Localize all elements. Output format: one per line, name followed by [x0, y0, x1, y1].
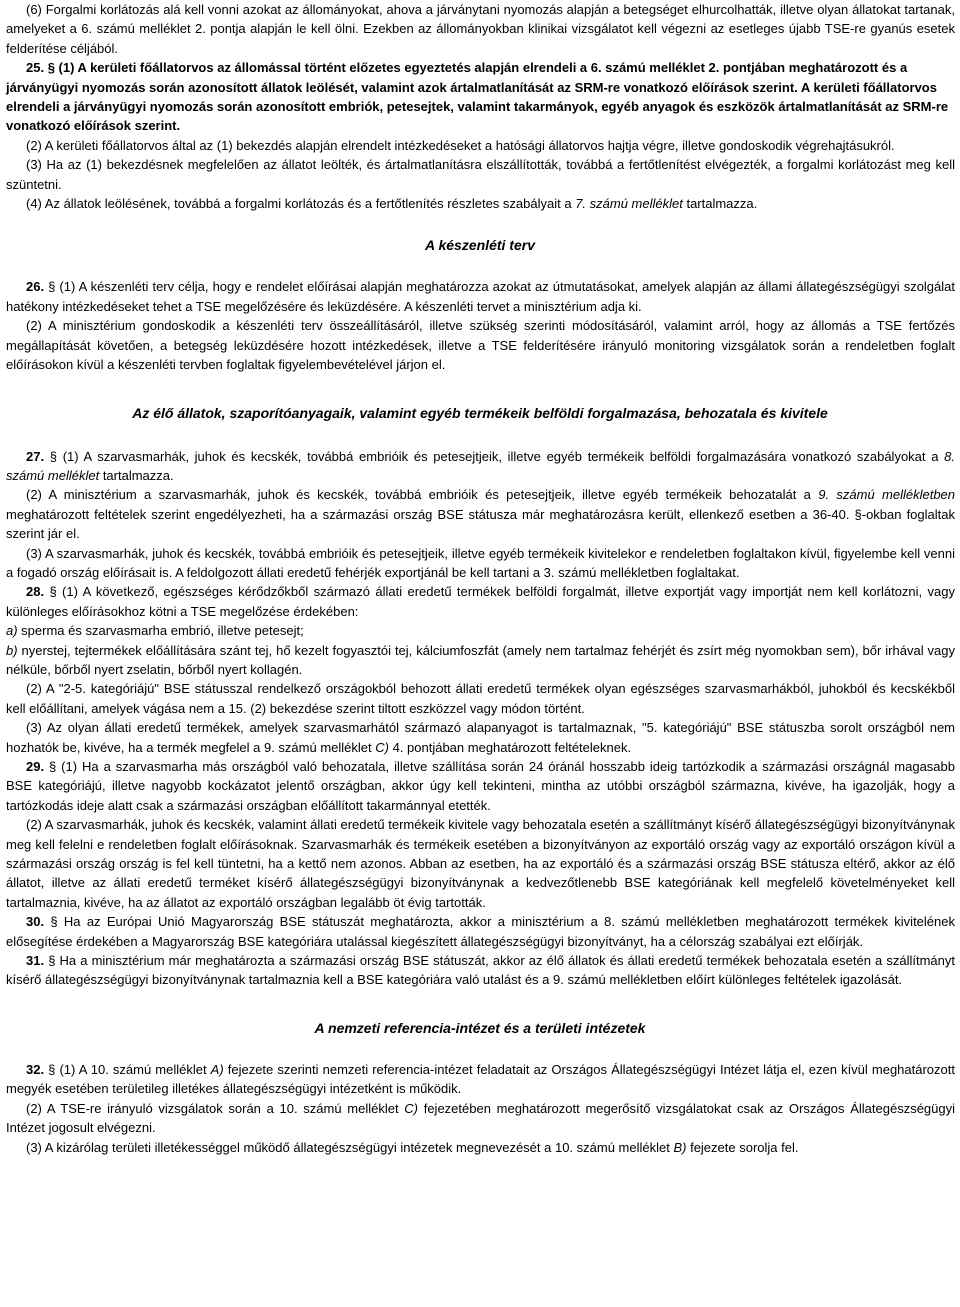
paragraph-text: (2) A TSE-re irányuló vizsgálatok során a 10. számú melléklet: [26, 1100, 405, 1116]
section-heading-contingency-plan: A készenléti terv: [425, 237, 535, 254]
paragraph-28-2: [5, 679, 955, 718]
paragraph-text: § Ha a minisztérium már meghatározta a származási ország BSE státuszát, akkor az élő állatok és állati eredetű termékek behozatala esetén a szállítmányt kísérő állategészségügyi bizonyítványnak tartalmaznia kell a BSE kategóriára való utalást és a 9. számú mellékletben előírt különleges feltételek igazolását.: [6, 953, 955, 988]
paragraph-text: § (1) A szarvasmarhák, juhok és kecskék, továbbá embrióik és petesejtjeik, illetve egyéb termékeik belföldi forgalmazására vonatkozó szabályokat a: [49, 448, 945, 464]
section-number: 28.: [26, 584, 50, 600]
section-heading-reference-institute: A nemzeti referencia-intézet és a területi intézetek: [314, 1019, 646, 1036]
paragraph-text: § (1) A 10. számú melléklet: [48, 1061, 211, 1077]
section-number: 27.: [26, 448, 50, 464]
paragraph-28-1: [5, 582, 955, 621]
paragraph-text: § (1) A kerületi főállatorvos az állomással történt előzetes egyeztetés alapján elrendeli a 6. számú melléklet 2. pontjában meghatározott és a járványügyi nyomozás során azonosított állatok leölését, valamint azok ártalmatlanítását az SRM-re vonatkozó előírások szerint. A kerületi főállatorvos elrendeli a járványügyi nyomozás során azonosított embriók, petesejtek, valamint takarmányok, egyéb anyagok és eszközök ártalmatlanítását az SRM-re vonatkozó előírások szerint.: [6, 60, 949, 134]
section-heading-trade: Az élő állatok, szaporítóanyagaik, valamint egyéb termékeik belföldi forgalmazása, behozatala és kivitele: [132, 404, 828, 421]
paragraph-30: [5, 912, 955, 951]
paragraph-27-1: [5, 447, 955, 486]
section-number: 30.: [26, 914, 51, 930]
paragraph-text: (3) A kizárólag területi illetékességgel működő állategészségügyi intézetek megnevezését a 10. számú melléklet: [26, 1139, 674, 1155]
paragraph-text: § (1) Ha a szarvasmarha más országból való behozatala, illetve szállítása során 24 óránál hosszabb ideig tartózkodik a származási országnál magasabb BSE kategóriájú, illetve nagyobb kockázatot jelentő országban, akkor úgy kell tekinteni, mintha az utóbbi országból származna, kivéve, ha igazolják, hogy a tartózkodás ideje alatt csak a származási országban előállított takarmánnyal etették.: [6, 759, 955, 813]
paragraph-29-1: [5, 757, 955, 815]
paragraph-text: (2) A kerületi főállatorvos által az (1) bekezdés alapján elrendelt intézkedéseket a hatósági állatorvos hajtja végre, illetve gondoskodik végrehajtásukról.: [26, 137, 895, 153]
paragraph-text: § (1) A készenléti terv célja, hogy e rendelet előírásai alapján meghatározza azokat az útmutatásokat, amelyek alapján az állami állategészségügyi szolgálat hatékony intézkedéseket tehet a TSE megelőzésére és leküzdésére. A készenléti tervet a minisztérium adja ki.: [6, 279, 956, 314]
paragraph-text: (2) A "2-5. kategóriájú" BSE státusszal rendelkező országokból behozott állati eredetű termékek olyan egészséges szarvasmarhákból, juhokból és kecskékből kell előállítani, amelyek vágása nem a 15. (2) bekezdése szerint tiltott eszközzel vagy módon történt.: [6, 681, 955, 716]
paragraph-text: (4) Az állatok leölésének, továbbá a forgalmi korlátozás és a fertőtlenítés részletes szabályait a: [26, 196, 576, 212]
paragraph-25-3: [5, 155, 955, 194]
annex-reference: 7. számú melléklet: [575, 196, 683, 212]
section-number: 32.: [26, 1061, 49, 1077]
paragraph-27-2: [5, 485, 955, 543]
paragraph-32-3: [5, 1138, 955, 1157]
paragraph-26-2: [5, 316, 955, 374]
paragraph-text: § (1) A következő, egészséges kérődzőkből származó állati eredetű termékek belföldi forgalmát, illetve exportját vagy importját nem kell korlátozni, vagy különleges előírásokhoz kötni a TSE megelőzése érdekében:: [6, 584, 955, 619]
paragraph-32-1: [5, 1060, 955, 1099]
annex-reference: A): [210, 1061, 224, 1077]
paragraph-text-tail: meghatározott feltételek szerint engedélyezheti, ha a származási ország BSE státusza már meghatározásra került, ellenkező esetben a 36-40. §-okban foglaltak szerint jár el.: [6, 506, 955, 542]
paragraph-text: (2) A minisztérium a szarvasmarhák, juhok és kecskék, továbbá embrióik és petesejtjeik, illetve egyéb termékeik behozatalát a: [26, 487, 819, 503]
section-number: 26.: [26, 279, 49, 295]
paragraph-text: (2) A minisztérium gondoskodik a készenléti terv összeállításáról, illetve szükség szerinti módosításáról, valamint arról, hogy az állomás a TSE fertőzés megállapítását követően, a betegség leküzdésére hozott intézkedések, illetve a TSE felderítésére irányuló monitoring vizsgálatok során a rendeletben foglalt előírásokon kívül a készenléti tervben foglaltak figyelembevételével járjon el.: [6, 318, 955, 373]
paragraph-text: sperma és szarvasmarha embrió, illetve petesejt;: [17, 623, 304, 639]
paragraph-text-tail: tartalmazza.: [99, 467, 174, 483]
paragraph-text-tail: fejezete sorolja fel.: [686, 1139, 799, 1155]
paragraph-28-3: [5, 718, 955, 757]
section-number: 31.: [26, 953, 49, 969]
annex-reference: C): [375, 739, 389, 755]
paragraph-26-1: [5, 277, 955, 316]
paragraph-text-tail: fejezete szerinti nemzeti referencia-intézet feladatait az Országos Állategészségügyi Intézet látja el, ezen kívül meghatározott megyék esetében területileg illetékes állategészségügyi intézetként is működik.: [6, 1061, 955, 1097]
paragraph-text-tail: 4. pontjában meghatározott feltételeknek.: [388, 739, 632, 755]
paragraph-32-2: [5, 1099, 955, 1138]
list-marker: b): [6, 642, 18, 658]
paragraph-25-2: [5, 136, 955, 155]
paragraph-text: (3) A szarvasmarhák, juhok és kecskék, továbbá embrióik és petesejtjeik, illetve egyéb termékeik kivitelekor e rendeletben foglaltakon kívül, figyelembe kell venni a fogadó ország előírásait is. A feldolgozott állati eredetű fehérjék exportjánál be kell tartani a 3. számú mellékletben foglaltakat.: [6, 545, 955, 580]
section-number: 25.: [26, 60, 48, 76]
paragraph-text: (6) Forgalmi korlátozás alá kell vonni azokat az állományokat, ahova a járványtani nyomozás alapján a betegséget elhurcolhatták, illetve olyan állatokat tartanak, amelyeket a 6. számú melléklet 2. pontja alapján le kell ölni. Ezekben az állományokban klinikai vizsgálatot kell végezni az esetleges újabb TSE-re gyanús esetek felderítése céljából.: [6, 2, 955, 56]
paragraph-25-4: [5, 194, 955, 213]
list-marker: a): [6, 623, 18, 639]
list-item-a: [5, 621, 955, 640]
section-number: 29.: [26, 759, 50, 774]
paragraph-text-tail: fejezetében meghatározott megerősítő vizsgálatokat csak az Országos Állategészségügyi Intézet jogosult elvégezni.: [6, 1100, 955, 1136]
annex-reference: 8. számú melléklet: [6, 448, 955, 483]
paragraph-31: [5, 951, 955, 990]
paragraph-text: nyerstej, tejtermékek előállítására szánt tej, hő kezelt fogyasztói tej, kálciumfoszfát (amely nem tartalmaz fehérjét és zsírt még nyomokban sem), bőr irhával vagy nélküle, bőrből nyert zselatin, bőrből nyert kollagén.: [6, 642, 955, 677]
paragraph-text: (2) A szarvasmarhák, juhok és kecskék, valamint állati eredetű termékeik kivitele vagy behozatala esetén a szállítmányt kísérő állategészségügyi bizonyítványnak meg kell felelni e rendeletben foglalt előírásoknak. Szarvasmarhák és termékeik esetében a bizonyítványon az exportáló ország vagy az exportáló országon kívül a származási ország ország is fel kell tüntetni, ha a kettő nem azonos. Abban az esetben, ha az exportáló és a származási ország BSE státusza eltérő, akkor az élő állatot, illetve az állati eredetű terméket kísérő állategészségügyi bizonyítványnak a kedvezőtlenebb BSE kategóriának kell megfelelő követelményeket kell tartalmaznia, kivéve, ha az állatot az exportáló országban legalább öt évig tartották.: [6, 817, 955, 910]
paragraph-text: (3) Ha az (1) bekezdésnek megfelelően az állatot leölték, és ártalmatlanításra elszállították, továbbá a fertőtlenítést elvégezték, a forgalmi korlátozást meg kell szüntetni.: [6, 157, 955, 192]
annex-reference: 9. számú mellékletben: [818, 487, 956, 503]
list-item-b: [5, 641, 955, 680]
paragraph-text: § Ha az Európai Unió Magyarország BSE státuszát meghatározta, akkor a minisztérium a 8. számú mellékletben meghatározott termékek kivitelének elősegítése érdekében a Magyarország BSE kategóriára utalással kiegészített állategészségügyi bizonyítványt, ha a célország szabályai ezt előírják.: [6, 914, 955, 949]
paragraph-24-6: [5, 0, 955, 58]
paragraph-27-3: [5, 544, 955, 583]
paragraph-text: (3) Az olyan állati eredetű termékek, amelyek szarvasmarhától származó alapanyagot is tartalmaznak, "5. kategóriájú" BSE státuszba sorolt országból nem hozhatók be, kivéve, ha a termék megfelel a 9. számú melléklet: [6, 720, 955, 755]
paragraph-29-2: [5, 815, 955, 912]
paragraph-25-1: [5, 58, 955, 136]
paragraph-text-tail: tartalmazza.: [682, 196, 758, 212]
annex-reference: C): [404, 1100, 419, 1116]
annex-reference: B): [673, 1139, 687, 1155]
